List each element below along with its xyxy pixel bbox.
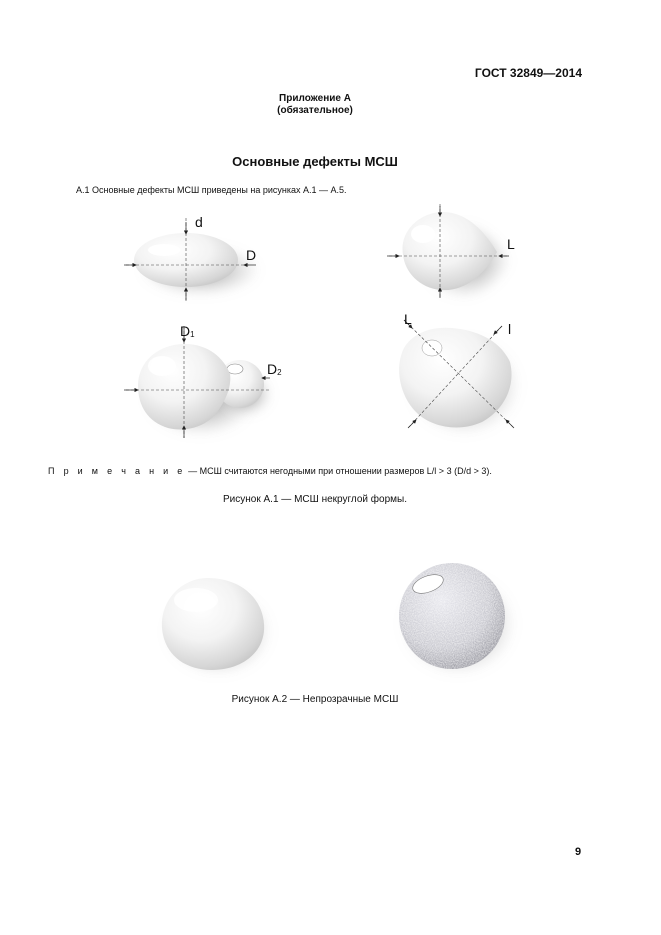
bead-highlight — [148, 244, 180, 256]
bead-highlight — [174, 588, 218, 612]
figure-irregular-bead — [390, 312, 530, 442]
label-L: L — [507, 236, 515, 252]
bead-body — [162, 578, 264, 670]
label-L: L — [404, 311, 412, 327]
label-D1: D1 — [180, 323, 195, 339]
label-D: D — [246, 247, 257, 263]
appendix-status: (обязательное) — [277, 105, 353, 116]
figure-fused-bead — [120, 322, 295, 442]
label-l: l — [508, 321, 512, 337]
large-bead-highlight — [148, 356, 176, 376]
bead-highlight — [411, 225, 435, 243]
bead-highlight — [422, 340, 442, 356]
figure1-caption: Рисунок А.1 — МСШ некруглой формы. — [223, 494, 407, 505]
figure-opaque-bead — [150, 570, 280, 680]
section-heading: Основные дефекты МСШ — [232, 154, 398, 169]
label-d: d — [195, 214, 203, 230]
standard-number: ГОСТ 32849—2014 — [474, 66, 582, 80]
figure-note — [48, 466, 492, 476]
appendix-title: Приложение А — [279, 93, 351, 104]
page-number: 9 — [575, 846, 582, 858]
note-text: — МСШ считаются негодными при отношении размеров L/l > 3 (D/d > 3). — [185, 466, 492, 476]
arrow-l-end — [408, 420, 416, 428]
arrow-L-end — [506, 420, 514, 428]
bead-texture — [399, 563, 505, 669]
figure-grainy-bead — [390, 558, 520, 678]
arrow-l-start — [494, 326, 502, 334]
figure-oval-bead — [120, 210, 280, 305]
intro-paragraph: А.1 Основные дефекты МСШ приведены на рисунках А.1 — А.5. — [76, 185, 347, 195]
note-prefix: П р и м е ч а н и е — [48, 466, 186, 476]
bead-body — [399, 328, 511, 428]
label-D2: D2 — [267, 361, 282, 377]
figure2-caption: Рисунок А.2 — Непрозрачные МСШ — [231, 694, 399, 705]
figure-teardrop-bead — [385, 200, 535, 305]
